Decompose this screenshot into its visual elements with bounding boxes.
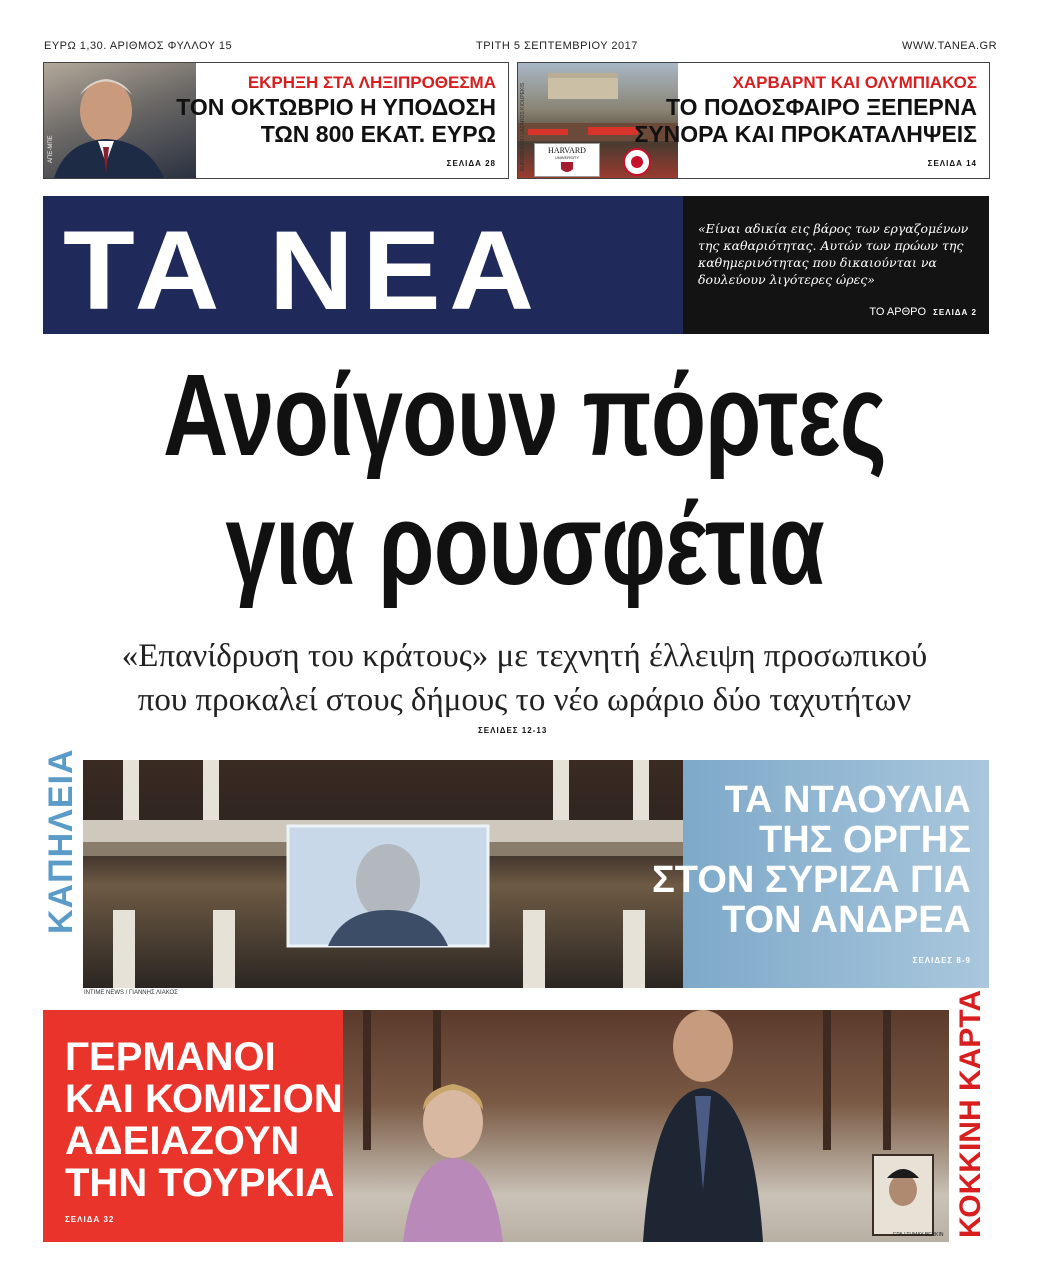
papandreou-line2: ΤΗΣ ΟΡΓΗΣ — [758, 819, 971, 861]
issue-date: ΤΡΙΤΗ 5 ΣΕΠΤΕΜΒΡΙΟΥ 2017 — [476, 40, 638, 52]
masthead-quote-box — [683, 196, 989, 334]
leaders-scene-icon — [343, 1010, 949, 1242]
teaser-left-photo — [44, 63, 196, 178]
olympiakos-crest-icon — [622, 147, 652, 177]
turkey-line1: ΓΕΡΜΑΝΟΙ — [65, 1035, 276, 1079]
main-headline-line2-wrap — [0, 479, 1049, 609]
main-headline-line1: Ανοίγουν πόρτες — [162, 350, 887, 480]
main-subhead-line2: που προκαλεί στους δήμους το νέο ωράριο δύο ταχυτήτων — [137, 682, 912, 718]
turkey-page: ΣΕΛΙΔΑ 32 — [65, 1215, 115, 1224]
harvard-shield-icon — [560, 161, 574, 175]
turkey-line4: ΤΗΝ ΤΟΥΡΚΙΑ — [65, 1161, 335, 1205]
papandreou-story[interactable] — [83, 760, 989, 988]
teaser-right-page: ΣΕΛΙΔΑ 14 — [927, 159, 977, 168]
teaser-left-line1: ΤΟΝ ΟΚΤΩΒΡΙΟ Η ΥΠΟΔΟΣΗ — [176, 94, 496, 120]
teaser-left-credit: ΑΠΕ-ΜΠΕ — [48, 135, 54, 163]
papandreou-line1: ΤΑ ΝΤΑΟΥΛΙΑ — [724, 779, 971, 821]
papandreou-photo — [83, 760, 683, 988]
teaser-right-credit: EUROKINISSI / LAZAROS KIOUPEKIS — [520, 82, 526, 171]
masthead-quote: «Είναι αδικία εις βάρος των εργαζομένων της καθαριότητας. Αυτών των πρώων της καθημερινότητας που δικαιούνται να δουλεύουν λιγότερες ώρες» — [698, 221, 969, 287]
turkey-line3: ΑΔΕΙΑΖΟΥΝ — [65, 1119, 300, 1163]
harvard-label: HARVARD — [548, 146, 586, 155]
turkey-line2: ΚΑΙ ΚΟΜΙΣΙΟΝ — [65, 1077, 343, 1121]
price-issue: ΕΥΡΩ 1,30. ΑΡΙΘΜΟΣ ΦΥΛΛΟΥ 15 — [44, 40, 233, 52]
teaser-left[interactable] — [43, 62, 509, 179]
turkey-credit: EPA / TUMAY BERKIN — [893, 1232, 944, 1238]
turkey-photo — [343, 1010, 949, 1242]
main-headline-line1-wrap — [0, 350, 1049, 480]
label-red-card: ΚΟΚΚΙΝΗ ΚΑΡΤΑ — [954, 989, 987, 1238]
teaser-left-page: ΣΕΛΙΔΑ 28 — [446, 159, 496, 168]
main-subhead-line1: «Επανίδρυση του κράτους» με τεχνητή έλλειψη προσωπικού — [121, 638, 928, 674]
papandreou-pages: ΣΕΛΙΔΕΣ 8-9 — [912, 956, 971, 965]
papandreou-line4: ΤΟΝ ΑΝΔΡΕΑ — [721, 899, 971, 941]
label-kapileia: ΚΑΠΗΛΕΙΑ — [42, 748, 80, 934]
article-page: ΣΕΛΙΔΑ 2 — [933, 308, 977, 317]
masthead-logo[interactable]: ΤΑ ΝΕΑ — [63, 208, 543, 333]
turkey-story[interactable] — [43, 1010, 949, 1242]
teaser-right-line1: ΤΟ ΠΟΔΟΣΦΑΙΡΟ ΞΕΠΕΡΝΑ — [666, 94, 977, 120]
article-ref-wrap[interactable] — [869, 306, 977, 318]
teaser-right-kicker: ΧΑΡΒΑΡΝΤ ΚΑΙ ΟΛΥΜΠΙΑΚΟΣ — [732, 73, 977, 92]
website-link[interactable]: WWW.TANEA.GR — [902, 40, 998, 52]
papandreou-credit: INTIME NEWS / ΓΙΑΝΝΗΣ ΛΙΑΚΟΣ — [84, 990, 178, 996]
masthead — [43, 196, 989, 334]
label-vertical-red-card-wrap — [950, 989, 989, 1242]
teaser-right-line2: ΣΥΝΟΡΑ ΚΑΙ ΠΡΟΚΑΤΑΛΗΨΕΙΣ — [634, 121, 977, 147]
hall-columns-icon — [83, 760, 683, 988]
teaser-left-line2: ΤΩΝ 800 ΕΚΑΤ. ΕΥΡΩ — [260, 121, 496, 147]
teaser-right[interactable] — [517, 62, 990, 179]
teaser-left-kicker: ΕΚΡΗΞΗ ΣΤΑ ΛΗΞΙΠΡΟΘΕΣΜΑ — [247, 73, 496, 92]
harvard-sub: UNIVERSITY — [554, 155, 579, 160]
main-pages: ΣΕΛΙΔΕΣ 12-13 — [478, 726, 548, 735]
article-ref: ΤΟ ΑΡΘΡΟ — [869, 306, 927, 318]
main-headline-line2: για ρουσφέτια — [225, 479, 824, 609]
papandreou-line3: ΣΤΟΝ ΣΥΡΙΖΑ ΓΙΑ — [652, 859, 971, 901]
man-portrait-icon — [44, 63, 196, 178]
label-vertical-kapileia-wrap — [40, 748, 80, 988]
